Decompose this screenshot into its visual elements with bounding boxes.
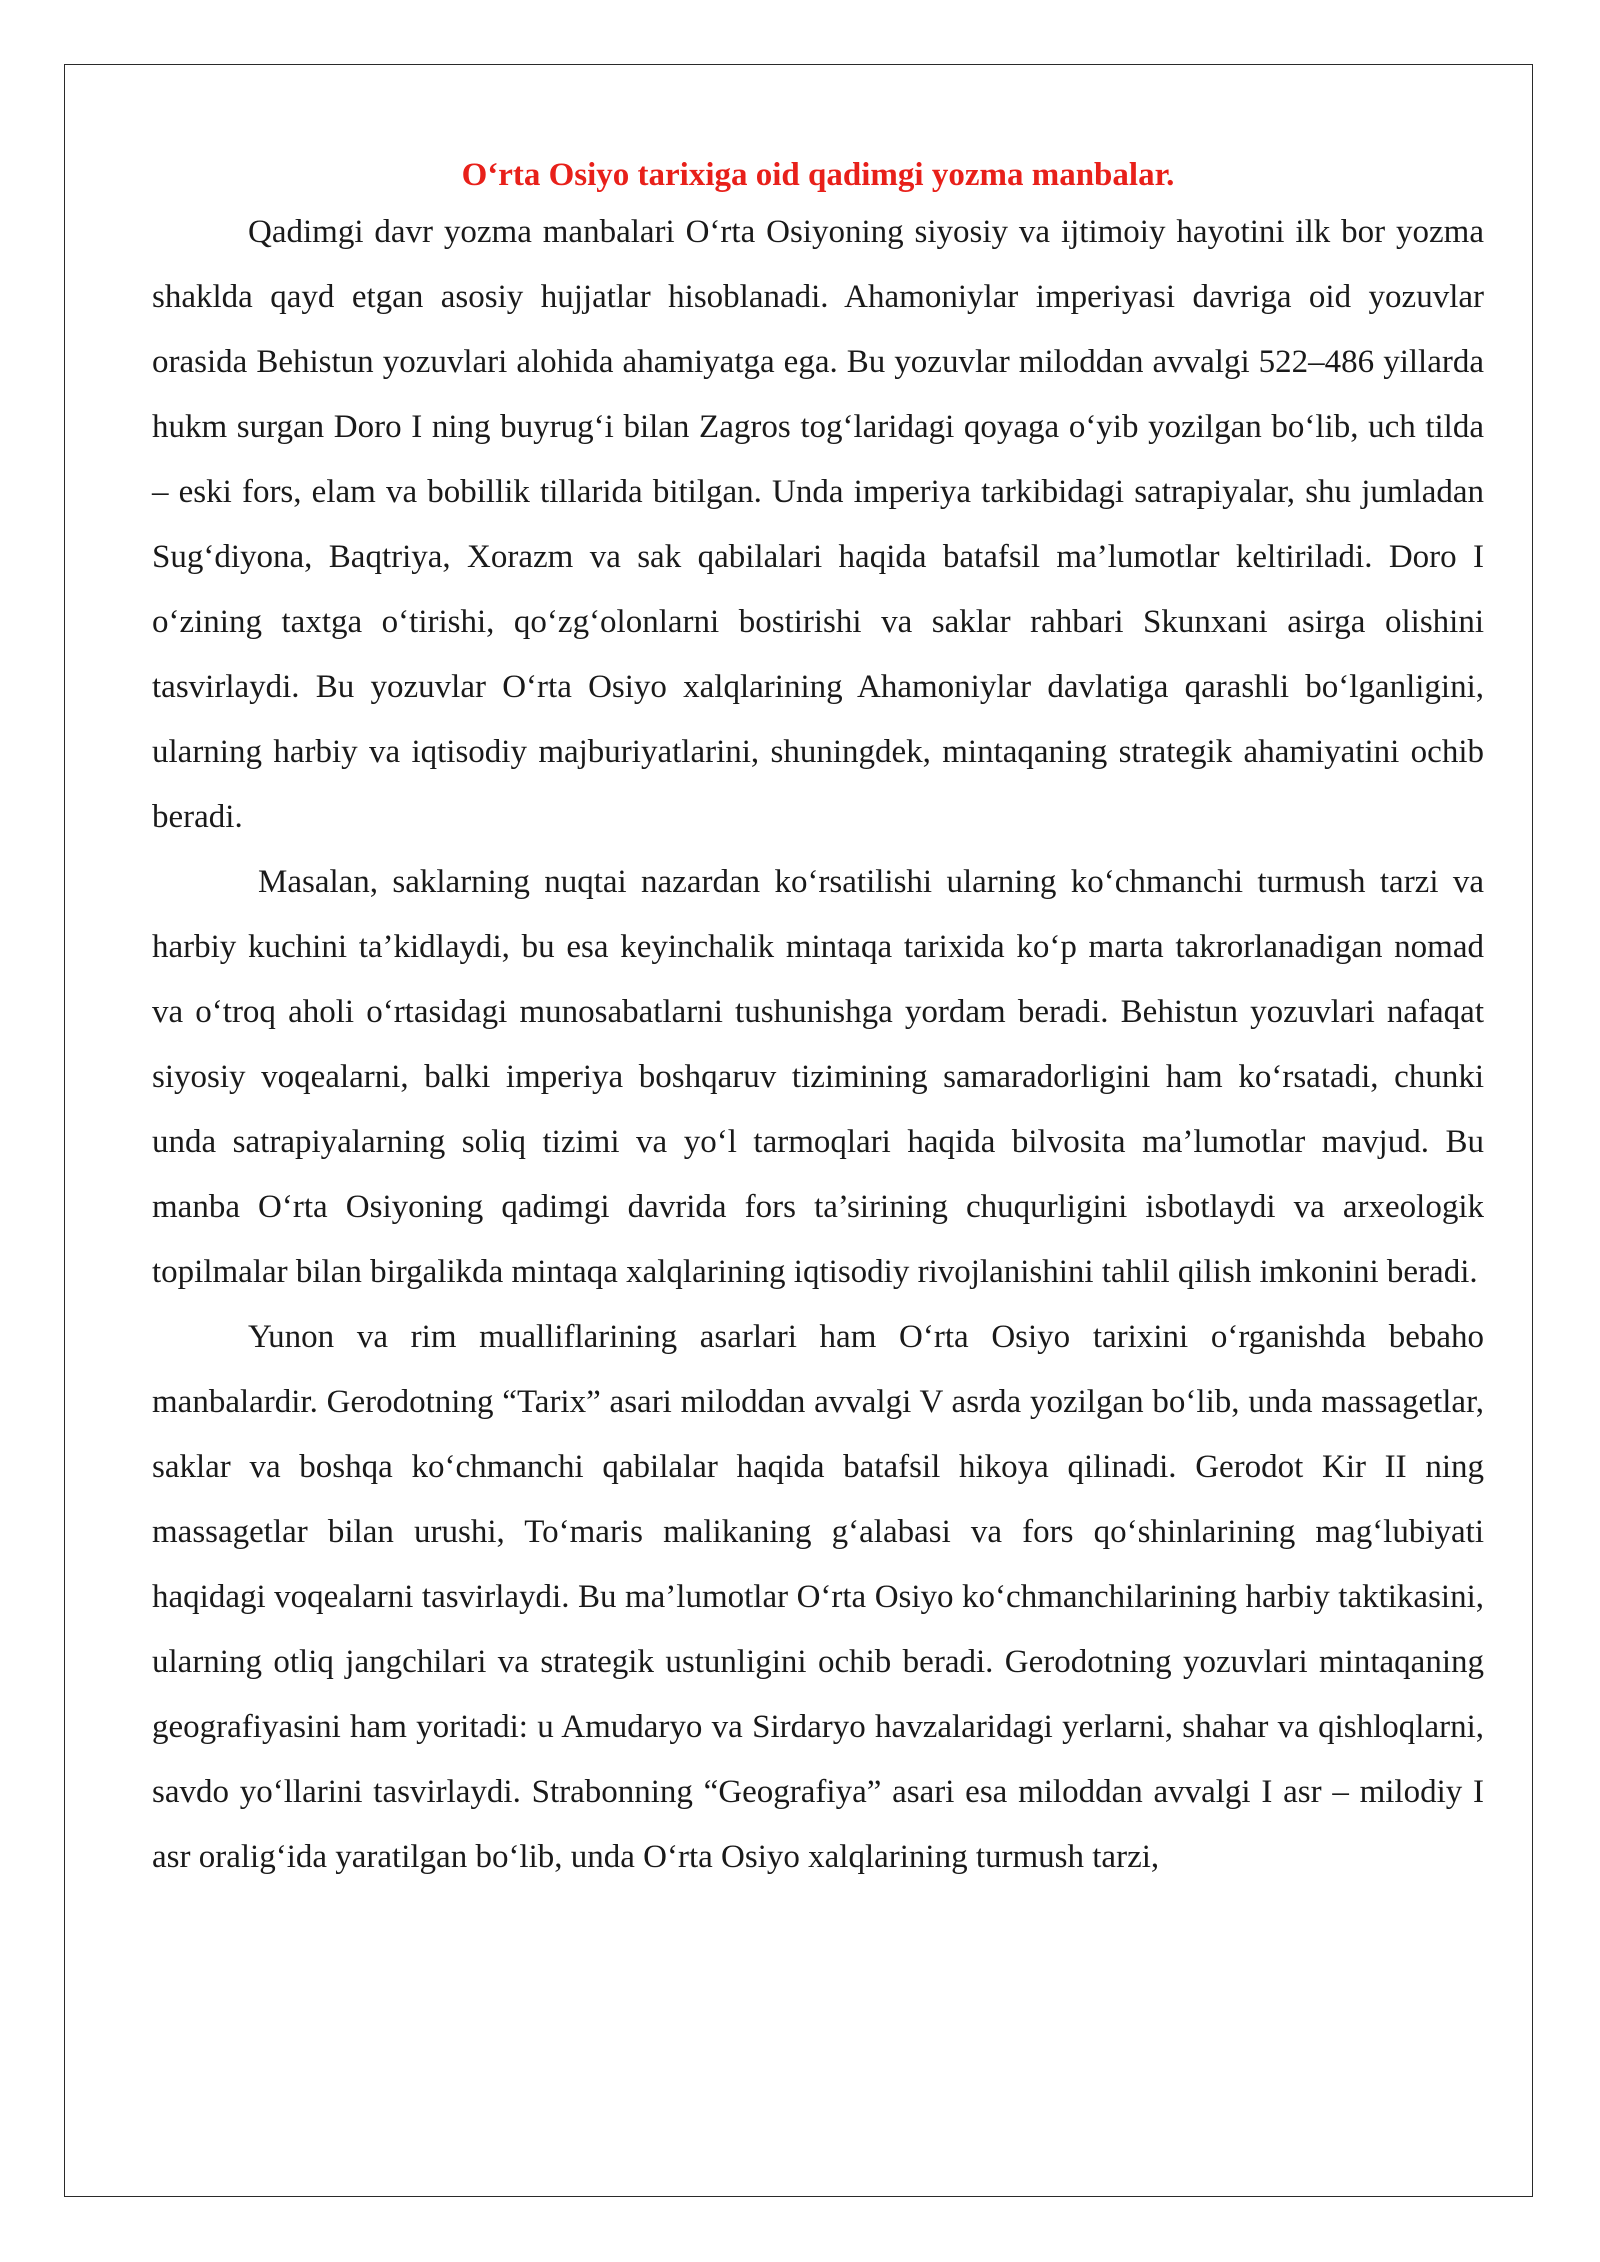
document-title: O‘rta Osiyo tarixiga oid qadimgi yozma manbalar. <box>461 157 1175 193</box>
paragraph-2: Masalan, saklarning nuqtai nazardan ko‘rsatilishi ularning ko‘chmanchi turmush tarzi va harbiy kuchini ta’kidlaydi, bu esa keyinchalik mintaqa tarixida ko‘p marta takrorlanadigan nomad va o‘troq aholi o‘rtasidagi munosabatlarni tushunishga yordam beradi. Behistun yozuvlari nafaqat siyosiy voqealarni, balki imperiya boshqaruv tizimining samaradorligini ham ko‘rsatadi, chunki unda satrapiyalarning soliq tizimi va yo‘l tarmoqlari haqida bilvosita ma’lumotlar mavjud. Bu manba O‘rta Osiyoning qadimgi davrida fors ta’sirining chuqurligini isbotlaydi va arxeologik topilmalar bilan birgalikda mintaqa xalqlarining iqtisodiy rivojlanishini tahlil qilish imkonini beradi. <box>152 864 1484 1290</box>
paragraph-1: Qadimgi davr yozma manbalari O‘rta Osiyoning siyosiy va ijtimoiy hayotini ilk bor yozma shaklda qayd etgan asosiy hujjatlar hisoblanadi. Ahamoniylar imperiyasi davriga oid yozuvlar orasida Behistun yozuvlari alohida ahamiyatga ega. Bu yozuvlar miloddan avvalgi 522–486 yillarda hukm surgan Doro I ning buyrug‘i bilan Zagros tog‘laridagi qoyaga o‘yib yozilgan bo‘lib, uch tilda – eski fors, elam va bobillik tillarida bitilgan. Unda imperiya tarkibidagi satrapiyalar, shu jumladan Sug‘diyona, Baqtriya, Xorazm va sak qabilalari haqida batafsil ma’lumotlar keltiriladi. Doro I o‘zining taxtga o‘tirishi, qo‘zg‘olonlarni bostirishi va saklar rahbari Skunxani asirga olishini tasvirlaydi. Bu yozuvlar O‘rta Osiyo xalqlarining Ahamoniylar davlatiga qarashli bo‘lganligini, ularning harbiy va iqtisodiy majburiyatlarini, shuningdek, mintaqaning strategik ahamiyatini ochib beradi. <box>152 214 1484 835</box>
document-body <box>152 150 1484 1890</box>
paragraph-3: Yunon va rim mualliflarining asarlari ham O‘rta Osiyo tarixini o‘rganishda bebaho manbalardir. Gerodotning “Tarix” asari miloddan avvalgi V asrda yozilgan bo‘lib, unda massagetlar, saklar va boshqa ko‘chmanchi qabilalar haqida batafsil hikoya qilinadi. Gerodot Kir II ning massagetlar bilan urushi, To‘maris malikaning g‘alabasi va fors qo‘shinlarining mag‘lubiyati haqidagi voqealarni tasvirlaydi. Bu ma’lumotlar O‘rta Osiyo ko‘chmanchilarining harbiy taktikasini, ularning otliq jangchilari va strategik ustunligini ochib beradi. Gerodotning yozuvlari mintaqaning geografiyasini ham yoritadi: u Amudaryo va Sirdaryo havzalaridagi yerlarni, shahar va qishloqlarni, savdo yo‘llarini tasvirlaydi. Strabonning “Geografiya” asari esa miloddan avvalgi I asr – milodiy I asr oralig‘ida yaratilgan bo‘lib, unda O‘rta Osiyo xalqlarining turmush tarzi, <box>152 1319 1484 1875</box>
